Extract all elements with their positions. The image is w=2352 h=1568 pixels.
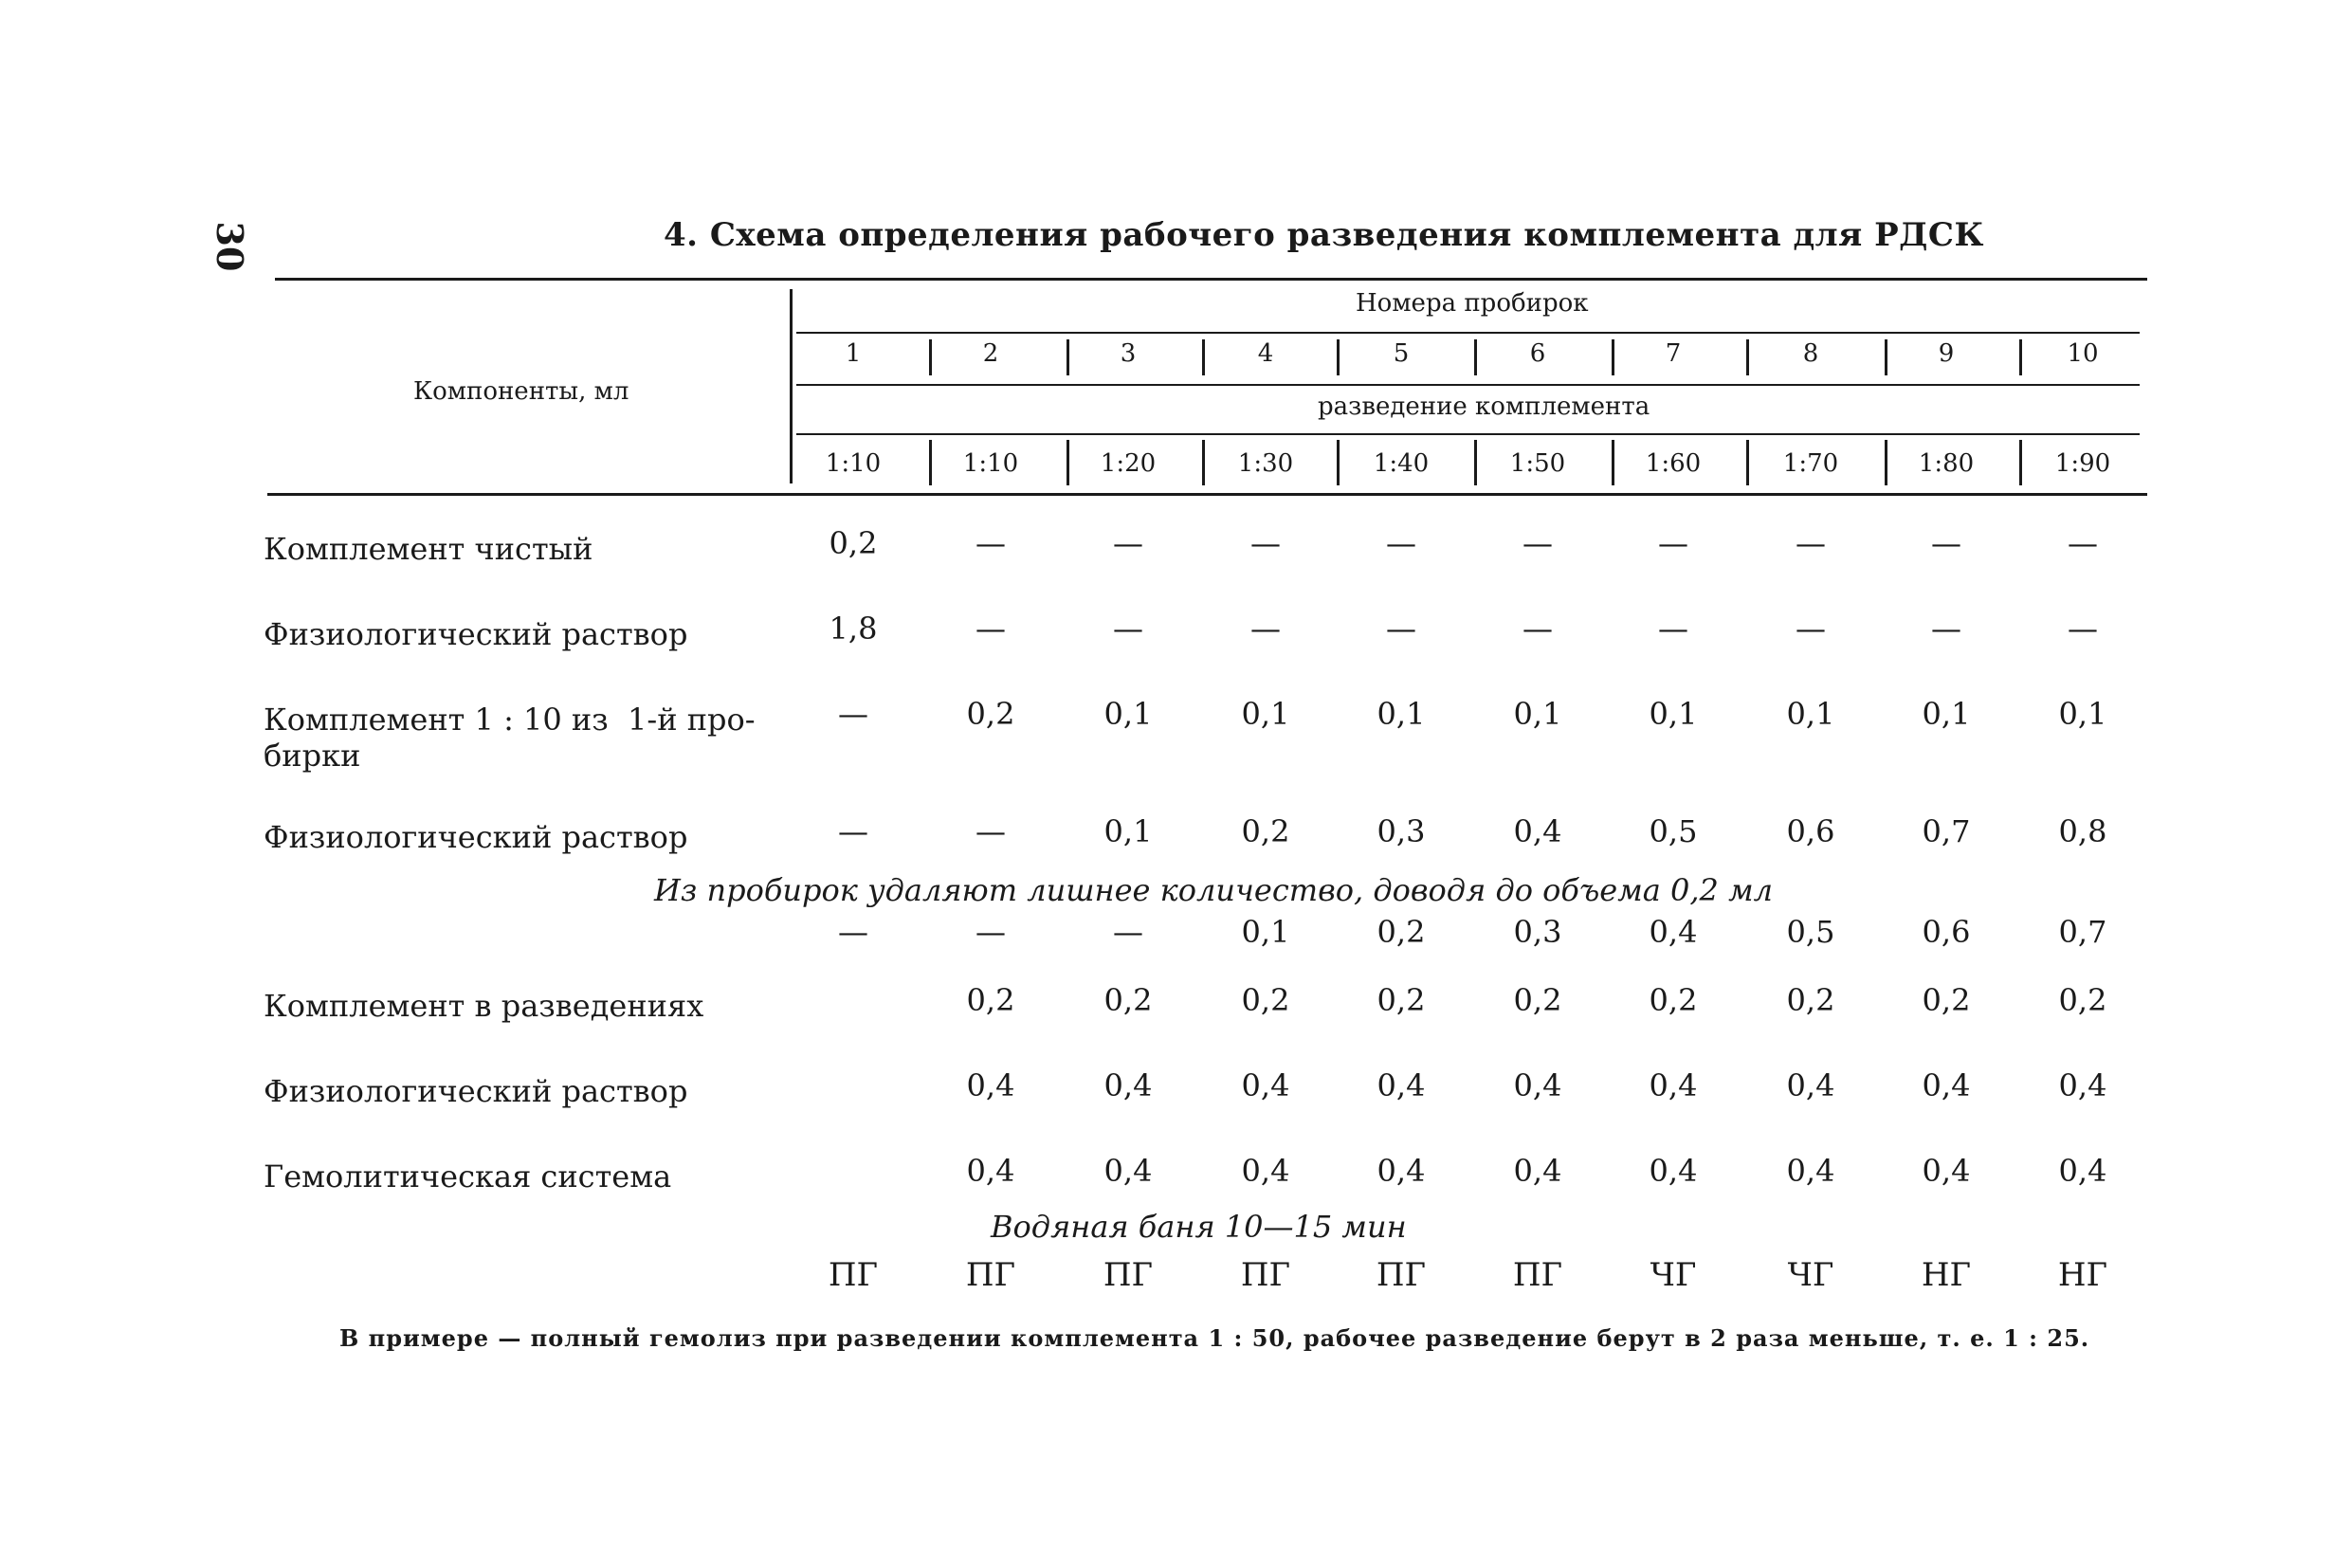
column-separator: [1202, 440, 1205, 485]
column-separator: [1067, 440, 1069, 485]
tube-numbers-header: Номера пробирок: [1356, 289, 1589, 318]
table-cell: 0,2: [1241, 813, 1290, 849]
column-separator: [1746, 440, 1749, 485]
table-cell: 0,2: [829, 525, 878, 561]
table-cell: —: [1522, 611, 1553, 647]
table-cell: 0,2: [1103, 982, 1153, 1018]
table-cell: 0,1: [1786, 696, 1835, 732]
dilution-value: 1:10: [825, 449, 882, 478]
table-cell: 0,1: [1513, 696, 1562, 732]
table-cell: —: [1113, 914, 1143, 950]
table-cell: —: [1658, 525, 1688, 561]
table-cell: 1,8: [829, 611, 878, 647]
table-cell: 0,4: [1922, 1067, 1971, 1103]
table-cell: 0,4: [966, 1153, 1015, 1189]
result-cell: ПГ: [1240, 1256, 1291, 1294]
table-cell: 0,1: [1922, 696, 1971, 732]
column-separator: [1885, 440, 1887, 485]
table-cell: 0,4: [1922, 1153, 1971, 1189]
table-cell: 0,8: [2058, 813, 2107, 849]
table-cell: 0,2: [1786, 982, 1835, 1018]
table-cell: —: [1386, 525, 1416, 561]
table-cell: —: [975, 525, 1006, 561]
table-cell: 0,4: [1649, 914, 1698, 950]
tube-number: 1: [845, 339, 862, 368]
column-separator: [929, 440, 932, 485]
row-label: Физиологический раствор: [264, 616, 688, 652]
table-cell: 0,4: [966, 1067, 1015, 1103]
tubes-bottom-rule: [796, 384, 2140, 386]
dilution-value: 1:10: [962, 449, 1019, 478]
result-cell: ПГ: [1376, 1256, 1427, 1294]
table-cell: —: [2068, 611, 2098, 647]
result-cell: НГ: [2057, 1256, 2108, 1294]
tube-number: 9: [1938, 339, 1955, 368]
table-cell: 0,4: [2058, 1153, 2107, 1189]
table-cell: 0,1: [1103, 813, 1153, 849]
result-cell: НГ: [1921, 1256, 1972, 1294]
table-cell: 0,2: [966, 982, 1015, 1018]
table-cell: —: [1796, 611, 1826, 647]
table-cell: 0,2: [1377, 982, 1426, 1018]
column-separator: [1337, 440, 1340, 485]
row-label: Физиологический раствор: [264, 1073, 688, 1109]
column-separator: [1474, 339, 1477, 375]
dilution-value: 1:50: [1509, 449, 1566, 478]
table-cell: 0,2: [1241, 982, 1290, 1018]
column-separator: [1612, 339, 1614, 375]
table-cell: 0,4: [2058, 1067, 2107, 1103]
result-cell: ЧГ: [1650, 1256, 1697, 1294]
tube-number: 10: [2067, 339, 2099, 368]
result-cell: ПГ: [1103, 1256, 1154, 1294]
table-cell: 0,2: [1513, 982, 1562, 1018]
table-cell: —: [838, 813, 868, 849]
table-cell: —: [1931, 525, 1961, 561]
table-cell: —: [1113, 525, 1143, 561]
table-cell: —: [1796, 525, 1826, 561]
table-cell: 0,2: [966, 696, 1015, 732]
page-number: 30: [209, 221, 251, 272]
dilution-value: 1:70: [1782, 449, 1839, 478]
table-cell: 0,2: [1377, 914, 1426, 950]
result-cell: ПГ: [828, 1256, 879, 1294]
tube-number: 4: [1257, 339, 1274, 368]
row-label: Физиологический раствор: [264, 819, 688, 855]
dilution-value: 1:40: [1373, 449, 1430, 478]
column-separator: [1337, 339, 1340, 375]
row-label-continued: бирки: [264, 738, 361, 774]
column-separator: [929, 339, 932, 375]
tube-number: 2: [982, 339, 999, 368]
page-title: 4. Схема определения рабочего разведения комплемента для РДСК: [664, 216, 1984, 254]
footnote: В примере — полный гемолиз при разведении комплемента 1 : 50, рабочее разведение берут в 2 раза меньше, т. е. 1 : 25.: [339, 1324, 2090, 1352]
dilution-header: разведение комплемента: [1318, 392, 1650, 421]
table-top-rule: [275, 278, 2147, 281]
table-cell: 0,2: [1649, 982, 1698, 1018]
table-cell: —: [838, 696, 868, 732]
table-cell: 0,1: [1241, 696, 1290, 732]
tube-number: 6: [1529, 339, 1546, 368]
header-divider: [790, 289, 793, 483]
tube-number: 3: [1120, 339, 1137, 368]
tube-number: 8: [1802, 339, 1819, 368]
table-cell: 0,3: [1377, 813, 1426, 849]
table-cell: 0,6: [1786, 813, 1835, 849]
table-cell: —: [975, 611, 1006, 647]
row-label: Гемолитическая система: [264, 1158, 672, 1194]
table-cell: 0,4: [1241, 1153, 1290, 1189]
table-cell: 0,1: [1377, 696, 1426, 732]
table-cell: 0,5: [1649, 813, 1698, 849]
table-cell: —: [838, 914, 868, 950]
result-cell: ПГ: [1512, 1256, 1563, 1294]
table-cell: 0,4: [1377, 1067, 1426, 1103]
dilution-value: 1:90: [2054, 449, 2111, 478]
table-cell: —: [975, 914, 1006, 950]
table-cell: —: [2068, 525, 2098, 561]
components-header: Компоненты, мл: [413, 377, 629, 406]
tube-number: 5: [1393, 339, 1410, 368]
header-bottom-rule: [267, 493, 2147, 496]
result-cell: ЧГ: [1787, 1256, 1834, 1294]
result-cell: ПГ: [965, 1256, 1016, 1294]
table-cell: —: [1250, 611, 1281, 647]
column-separator: [1746, 339, 1749, 375]
dilution-label-rule: [796, 433, 2140, 435]
table-cell: 0,4: [1103, 1153, 1153, 1189]
table-cell: 0,4: [1786, 1067, 1835, 1103]
table-cell: —: [1658, 611, 1688, 647]
table-cell: 0,5: [1786, 914, 1835, 950]
dilution-value: 1:80: [1918, 449, 1975, 478]
column-separator: [1612, 440, 1614, 485]
column-separator: [1067, 339, 1069, 375]
column-separator: [2019, 440, 2022, 485]
dilution-value: 1:60: [1645, 449, 1702, 478]
table-cell: 0,4: [1103, 1067, 1153, 1103]
table-cell: 0,7: [2058, 914, 2107, 950]
table-cell: 0,1: [1241, 914, 1290, 950]
table-cell: 0,1: [2058, 696, 2107, 732]
table-cell: —: [1386, 611, 1416, 647]
table-cell: 0,4: [1513, 813, 1562, 849]
table-cell: —: [1250, 525, 1281, 561]
table-cell: —: [1931, 611, 1961, 647]
table-cell: 0,2: [1922, 982, 1971, 1018]
table-cell: 0,4: [1377, 1153, 1426, 1189]
column-separator: [2019, 339, 2022, 375]
row-label: Комплемент чистый: [264, 531, 593, 567]
table-cell: —: [1522, 525, 1553, 561]
dilution-value: 1:20: [1100, 449, 1157, 478]
tube-number: 7: [1665, 339, 1682, 368]
table-cell: 0,3: [1513, 914, 1562, 950]
table-cell: 0,2: [2058, 982, 2107, 1018]
table-cell: 0,4: [1513, 1067, 1562, 1103]
table-cell: 0,7: [1922, 813, 1971, 849]
table-cell: 0,1: [1103, 696, 1153, 732]
dilution-value: 1:30: [1237, 449, 1294, 478]
table-cell: 0,4: [1513, 1153, 1562, 1189]
table-cell: 0,4: [1786, 1153, 1835, 1189]
table-cell: 0,6: [1922, 914, 1971, 950]
table-cell: 0,4: [1241, 1067, 1290, 1103]
table-cell: 0,4: [1649, 1153, 1698, 1189]
column-separator: [1885, 339, 1887, 375]
tubes-rule: [796, 332, 2140, 334]
row-label: Комплемент 1 : 10 из 1-й про-: [264, 702, 756, 738]
column-separator: [1202, 339, 1205, 375]
table-cell: 0,1: [1649, 696, 1698, 732]
row-label: Комплемент в разведениях: [264, 988, 704, 1024]
column-separator: [1474, 440, 1477, 485]
water-bath-note: Водяная баня 10—15 мин: [991, 1209, 1407, 1245]
table-cell: —: [975, 813, 1006, 849]
remove-excess-note: Из пробирок удаляют лишнее количество, доводя до объема 0,2 мл: [654, 872, 1773, 908]
table-cell: —: [1113, 611, 1143, 647]
table-cell: 0,4: [1649, 1067, 1698, 1103]
